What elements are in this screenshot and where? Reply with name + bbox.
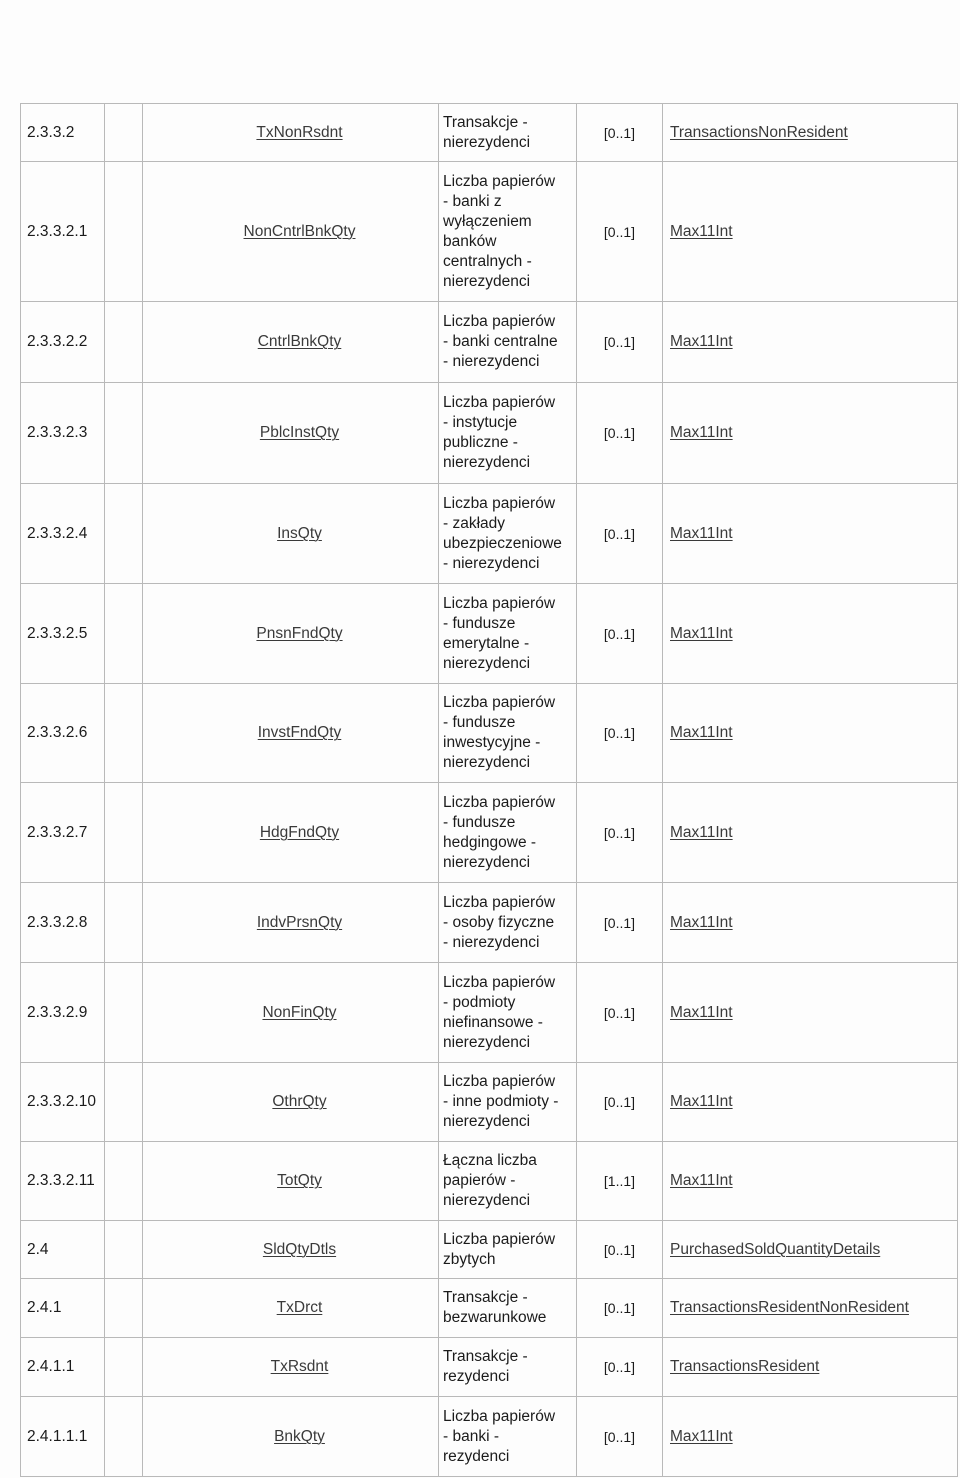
type-link[interactable]: Max11Int (670, 823, 733, 841)
xml-tag-link[interactable]: IndvPrsnQty (256, 913, 343, 931)
description-text: Liczba papierów - inne podmioty - nierezydenci (443, 1073, 559, 1130)
xml-tag-cell (143, 1063, 439, 1142)
type-link[interactable]: Max11Int (670, 1003, 733, 1021)
xml-tag-cell (143, 302, 439, 383)
type-cell (663, 162, 958, 302)
type-link[interactable]: TransactionsResident (670, 1358, 820, 1375)
description-text: Liczba papierów - zakłady ubezpieczeniowe - nierezydenci (443, 494, 562, 572)
multiplicity: [0..1] (577, 783, 663, 883)
multiplicity: [0..1] (577, 883, 663, 963)
spacer-cell (105, 104, 143, 162)
type-cell (663, 963, 958, 1063)
element-index: 2.3.3.2.10 (21, 1063, 105, 1142)
type-cell (663, 584, 958, 684)
table-row (21, 104, 958, 162)
xml-tag-link[interactable]: CntrlBnkQty (257, 333, 342, 350)
element-index: 2.4.1.1.1 (21, 1397, 105, 1477)
multiplicity: [0..1] (577, 684, 663, 783)
xml-tag-cell (143, 1221, 439, 1279)
xml-tag-link[interactable]: PblcInstQty (259, 424, 340, 441)
type-link[interactable]: Max11Int (670, 333, 733, 350)
xml-tag-cell (143, 162, 439, 302)
table-row (21, 1279, 958, 1338)
spacer-cell (105, 383, 143, 484)
table-row (21, 1063, 958, 1142)
type-cell (663, 104, 958, 162)
element-index: 2.3.3.2.11 (21, 1142, 105, 1221)
spacer-cell (105, 162, 143, 302)
description-cell (439, 684, 577, 783)
type-link[interactable]: Max11Int (670, 724, 733, 741)
multiplicity: [0..1] (577, 1397, 663, 1477)
multiplicity: [0..1] (577, 584, 663, 684)
type-cell (663, 1279, 958, 1338)
element-index: 2.3.3.2.5 (21, 584, 105, 684)
table-row (21, 684, 958, 783)
spacer-cell (105, 1338, 143, 1397)
description-text: Liczba papierów - osoby fizyczne - nierezydenci (443, 893, 556, 951)
element-index: 2.4 (21, 1221, 105, 1279)
multiplicity: [0..1] (577, 104, 663, 162)
xml-tag-link[interactable]: TxDrct (276, 1299, 323, 1316)
element-index: 2.3.3.2.4 (21, 484, 105, 584)
spacer-cell (105, 1397, 143, 1477)
type-link[interactable]: Max11Int (670, 1093, 733, 1110)
spacer-cell (105, 1279, 143, 1338)
table-row (21, 383, 958, 484)
type-cell (663, 484, 958, 584)
element-index: 2.3.3.2 (21, 104, 105, 162)
description-text: Transakcje - bezwarunkowe (443, 1289, 547, 1326)
description-cell (439, 963, 577, 1063)
description-text: Liczba papierów zbytych (443, 1230, 556, 1268)
description-cell (439, 383, 577, 484)
type-link[interactable]: Max11Int (670, 624, 733, 642)
type-link[interactable]: Max11Int (670, 222, 733, 240)
multiplicity: [0..1] (577, 1338, 663, 1397)
xml-tag-link[interactable]: OthrQty (272, 1093, 327, 1110)
table-row (21, 1142, 958, 1221)
table-row (21, 1338, 958, 1397)
type-link[interactable]: Max11Int (670, 913, 733, 931)
element-index: 2.3.3.2.6 (21, 684, 105, 783)
multiplicity: [0..1] (577, 1279, 663, 1338)
description-text: Łączna liczba papierów - nierezydenci (443, 1152, 537, 1209)
multiplicity: [0..1] (577, 162, 663, 302)
xml-tag-link[interactable]: NonFinQty (262, 1003, 337, 1021)
message-structure-table (20, 103, 958, 1477)
description-text: Liczba papierów - fundusze emerytalne - nierezydenci (443, 594, 556, 672)
table-row (21, 302, 958, 383)
xml-tag-cell (143, 1397, 439, 1477)
element-index: 2.3.3.2.8 (21, 883, 105, 963)
table-row (21, 783, 958, 883)
multiplicity: [0..1] (577, 302, 663, 383)
description-cell (439, 162, 577, 302)
type-cell (663, 684, 958, 783)
spacer-cell (105, 484, 143, 584)
multiplicity: [0..1] (577, 484, 663, 584)
element-index: 2.3.3.2.3 (21, 383, 105, 484)
xml-tag-link[interactable]: SldQtyDtls (262, 1240, 337, 1258)
description-cell (439, 883, 577, 963)
description-cell (439, 1397, 577, 1477)
multiplicity: [0..1] (577, 383, 663, 484)
xml-tag-link[interactable]: BnkQty (274, 1427, 325, 1445)
table-row (21, 963, 958, 1063)
multiplicity: [0..1] (577, 963, 663, 1063)
xml-tag-link[interactable]: NonCntrlBnkQty (243, 222, 356, 240)
multiplicity: [0..1] (577, 1063, 663, 1142)
table-row (21, 484, 958, 584)
description-cell (439, 1063, 577, 1142)
spacer-cell (105, 684, 143, 783)
type-cell (663, 1338, 958, 1397)
xml-tag-cell (143, 883, 439, 963)
description-cell (439, 1221, 577, 1279)
type-cell (663, 1221, 958, 1279)
xml-tag-link[interactable]: PnsnFndQty (256, 624, 343, 642)
spacer-cell (105, 963, 143, 1063)
xml-tag-link[interactable]: InsQty (277, 524, 322, 542)
spacer-cell (105, 1142, 143, 1221)
table-row (21, 883, 958, 963)
description-text: Liczba papierów - instytucje publiczne - nierezydenci (443, 394, 556, 471)
element-index: 2.3.3.2.7 (21, 783, 105, 883)
type-link[interactable]: Max11Int (670, 1427, 733, 1445)
xml-tag-link[interactable]: TotQty (277, 1172, 322, 1189)
description-text: Liczba papierów - fundusze inwestycyjne - nierezydenci (443, 694, 556, 771)
type-link[interactable]: Max11Int (670, 524, 733, 542)
description-text: Transakcje - nierezydenci (443, 113, 531, 151)
type-cell (663, 302, 958, 383)
type-link[interactable]: TransactionsResidentNonResident (670, 1299, 909, 1316)
description-cell (439, 104, 577, 162)
xml-tag-link[interactable]: HdgFndQty (259, 823, 340, 841)
type-link[interactable]: Max11Int (670, 1172, 733, 1189)
type-cell (663, 383, 958, 484)
description-text: Liczba papierów - fundusze hedgingowe - nierezydenci (443, 793, 556, 871)
description-cell (439, 302, 577, 383)
description-text: Liczba papierów - banki centralne - nierezydenci (443, 313, 558, 370)
element-index: 2.3.3.2.2 (21, 302, 105, 383)
spacer-cell (105, 1221, 143, 1279)
type-link[interactable]: Max11Int (670, 424, 733, 441)
description-text: Liczba papierów - banki - rezydenci (443, 1407, 556, 1465)
xml-tag-cell (143, 783, 439, 883)
description-cell (439, 1338, 577, 1397)
spacer-cell (105, 584, 143, 684)
spacer-cell (105, 1063, 143, 1142)
table-row (21, 1397, 958, 1477)
table-row (21, 162, 958, 302)
xml-tag-link[interactable]: TxNonRsdnt (256, 123, 343, 141)
description-cell (439, 1279, 577, 1338)
element-index: 2.3.3.2.1 (21, 162, 105, 302)
type-link[interactable]: TransactionsNonResident (670, 123, 848, 141)
description-text: Liczba papierów - banki z wyłączeniem banków centralnych - nierezydenci (443, 172, 556, 290)
type-cell (663, 1397, 958, 1477)
xml-tag-cell (143, 584, 439, 684)
type-cell (663, 883, 958, 963)
xml-tag-cell (143, 484, 439, 584)
xml-tag-link[interactable]: TxRsdnt (270, 1358, 329, 1375)
xml-tag-link[interactable]: InvstFndQty (257, 724, 342, 741)
xml-tag-cell (143, 383, 439, 484)
type-cell (663, 783, 958, 883)
description-cell (439, 484, 577, 584)
xml-tag-cell (143, 1142, 439, 1221)
type-link[interactable]: PurchasedSoldQuantityDetails (670, 1240, 881, 1258)
multiplicity: [0..1] (577, 1221, 663, 1279)
description-text: Transakcje - rezydenci (443, 1348, 528, 1385)
description-text: Liczba papierów - podmioty niefinansowe - nierezydenci (443, 973, 556, 1051)
multiplicity: [1..1] (577, 1142, 663, 1221)
xml-tag-cell (143, 684, 439, 783)
description-cell (439, 584, 577, 684)
type-cell (663, 1142, 958, 1221)
table-row (21, 584, 958, 684)
description-cell (439, 783, 577, 883)
spacer-cell (105, 883, 143, 963)
element-index: 2.3.3.2.9 (21, 963, 105, 1063)
table-row (21, 1221, 958, 1279)
element-index: 2.4.1 (21, 1279, 105, 1338)
description-cell (439, 1142, 577, 1221)
spacer-cell (105, 302, 143, 383)
xml-tag-cell (143, 104, 439, 162)
xml-tag-cell (143, 1279, 439, 1338)
spacer-cell (105, 783, 143, 883)
type-cell (663, 1063, 958, 1142)
element-index: 2.4.1.1 (21, 1338, 105, 1397)
xml-tag-cell (143, 1338, 439, 1397)
xml-tag-cell (143, 963, 439, 1063)
